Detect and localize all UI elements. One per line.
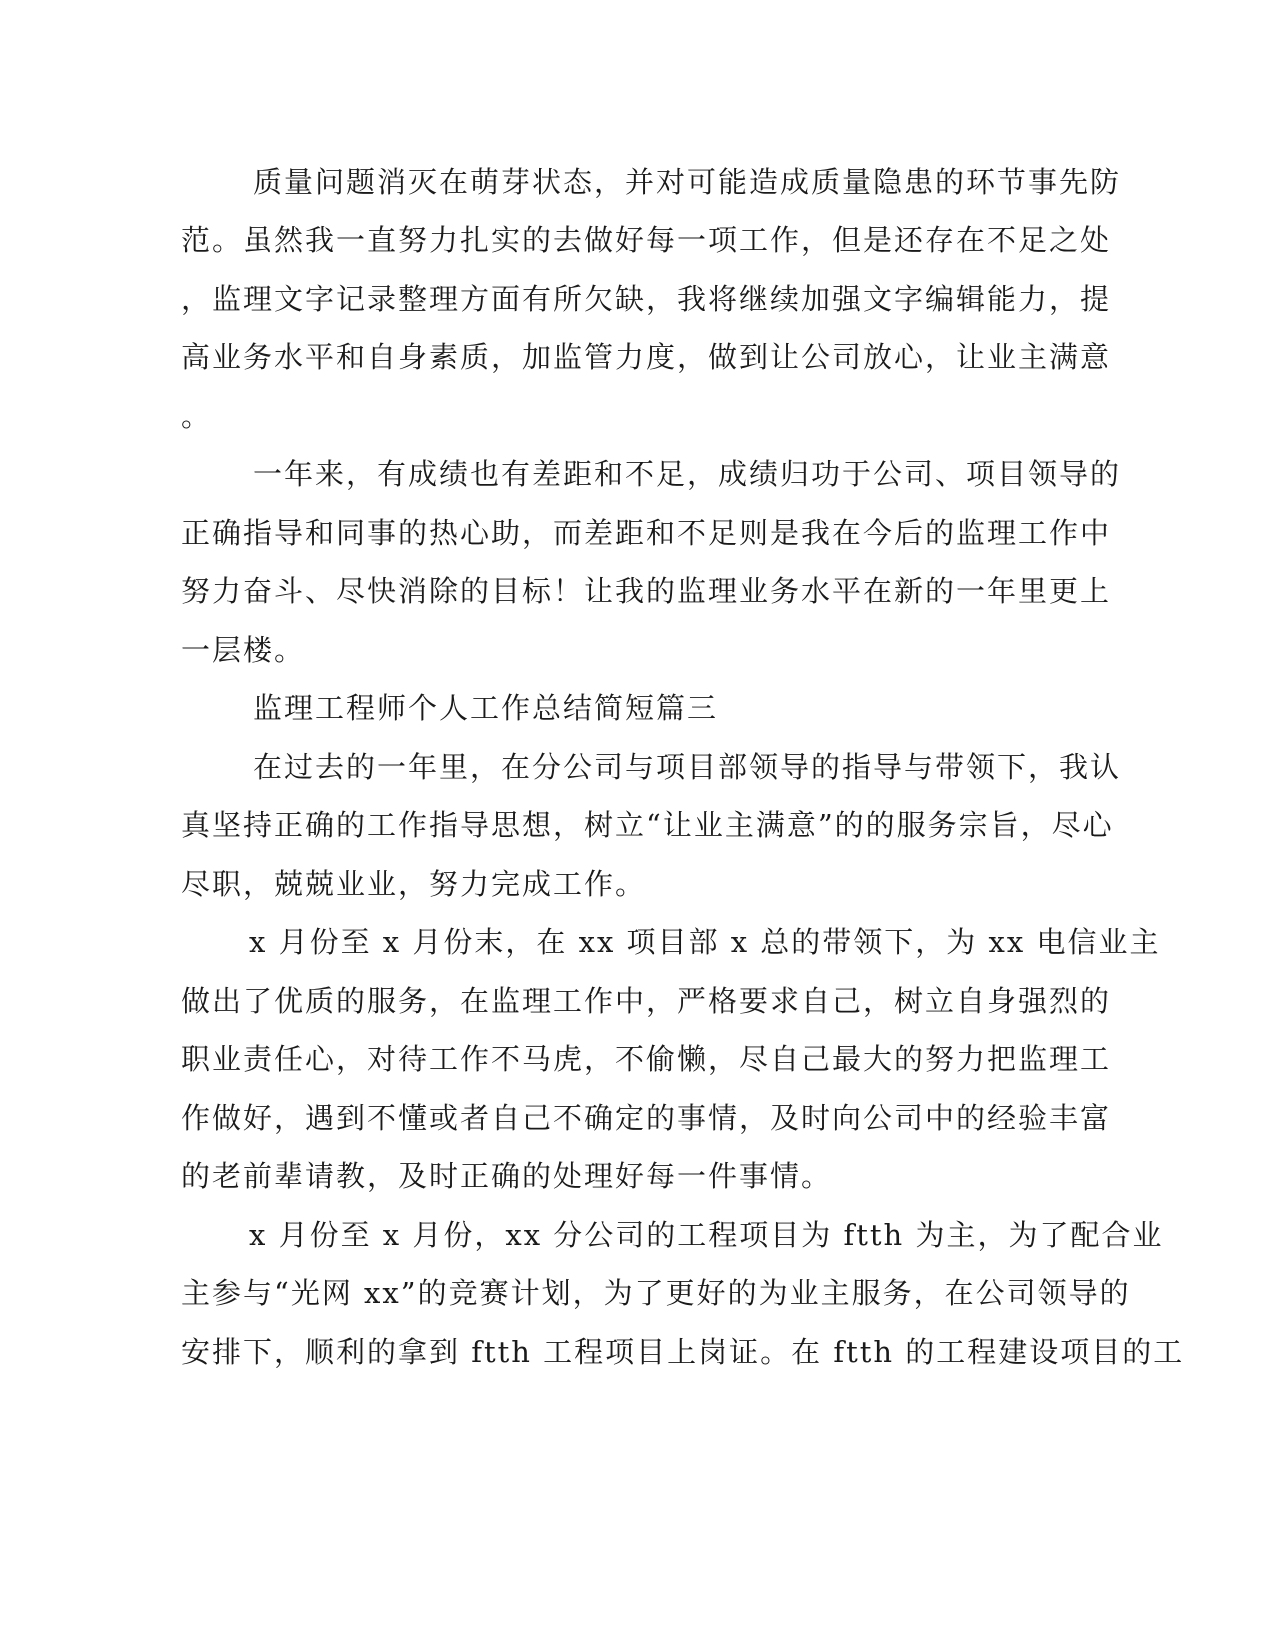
text-line: 正确指导和同事的热心助，而差距和不足则是我在今后的监理工作中 bbox=[181, 516, 1112, 550]
text-line: 做出了优质的服务，在监理工作中，严格要求自己，树立自身强烈的 bbox=[181, 984, 1112, 1018]
text-line: 作做好，遇到不懂或者自己不确定的事情，及时向公司中的经验丰富 bbox=[181, 1101, 1112, 1135]
text-line: 。 bbox=[181, 399, 213, 433]
text-line: 尽职，兢兢业业，努力完成工作。 bbox=[181, 867, 647, 901]
text-line: 高业务水平和自身素质，加监管力度，做到让公司放心，让业主满意 bbox=[181, 340, 1112, 374]
text-line: 努力奋斗、尽快消除的目标！让我的监理业务水平在新的一年里更上 bbox=[181, 574, 1112, 608]
text-line: 范。虽然我一直努力扎实的去做好每一项工作，但是还存在不足之处 bbox=[181, 223, 1112, 257]
text-line: 一年来，有成绩也有差距和不足，成绩归功于公司、项目领导的 bbox=[253, 457, 1122, 491]
text-line: x 月份至 x 月份，xx 分公司的工程项目为 ftth 为主，为了配合业 bbox=[249, 1218, 1164, 1252]
text-line: x 月份至 x 月份末，在 xx 项目部 x 总的带领下，为 xx 电信业主 bbox=[249, 925, 1161, 959]
text-line: ，监理文字记录整理方面有所欠缺，我将继续加强文字编辑能力，提 bbox=[181, 282, 1112, 316]
text-line: 职业责任心，对待工作不马虎，不偷懒，尽自己最大的努力把监理工 bbox=[181, 1042, 1112, 1076]
text-line: 真坚持正确的工作指导思想，树立“让业主满意”的的服务宗旨，尽心 bbox=[181, 808, 1114, 842]
text-line: 在过去的一年里，在分公司与项目部领导的指导与带领下，我认 bbox=[253, 750, 1122, 784]
text-line: 质量问题消灭在萌芽状态，并对可能造成质量隐患的环节事先防 bbox=[253, 165, 1122, 199]
text-line: 安排下，顺利的拿到 ftth 工程项目上岗证。在 ftth 的工程建设项目的工 bbox=[181, 1335, 1185, 1369]
text-line: 的老前辈请教，及时正确的处理好每一件事情。 bbox=[181, 1159, 833, 1193]
text-line: 主参与“光网 xx”的竞赛计划，为了更好的为业主服务，在公司领导的 bbox=[181, 1276, 1131, 1310]
section-heading: 监理工程师个人工作总结简短篇三 bbox=[253, 691, 719, 725]
text-line: 一层楼。 bbox=[181, 633, 306, 667]
